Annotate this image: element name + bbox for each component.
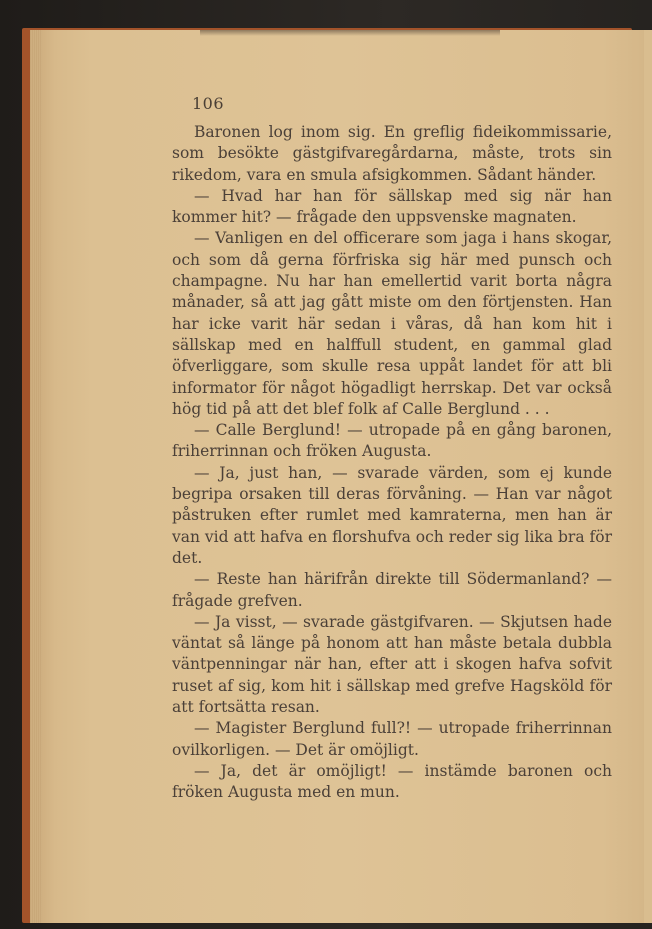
paragraph: — Magister Berglund full?! — utropade friherrinnan ovilkorligen. — Det är omöjligt.: [172, 719, 612, 759]
page-number: 106: [192, 94, 225, 113]
top-edge-stain: [200, 30, 500, 36]
page-edge-stack: [30, 30, 42, 923]
body-text: [172, 122, 612, 804]
paragraph: — Ja, det är omöjligt! — instämde baronen och fröken Augusta med en mun.: [172, 761, 612, 802]
paragraph: — Vanligen en del officerare som jaga i hans skogar, och som då gerna förfriska sig här med punsch och champagne. Nu har han emellertid varit borta några månader, så att jag gått miste om den förtjensten. Han har icke varit här sedan i våras, då han kom hit i sällskap med en halffull student, en gammal glad öfverliggare, som skulle resa uppåt landet för att bli informator för något högadligt herrskap. Det var också hög tid på att det blef folk af Calle Berglund . . .: [172, 229, 612, 418]
paragraph: — Reste han härifrån direkte till Södermanland? — frågade grefven.: [172, 570, 612, 610]
paragraph: — Hvad har han för sällskap med sig när han kommer hit? — frågade den uppsvenske magnaten.: [172, 186, 612, 227]
book-page: [30, 30, 652, 923]
paragraph: — Ja visst, — svarade gästgifvaren. — Skjutsen hade väntat så länge på honom att han måste betala dubbla väntpenningar när han, efter att i skogen hafva sofvit ruset af sig, kom hit i sällskap med grefve Hagsköld för att fortsätta resan.: [172, 612, 612, 717]
paragraph: — Ja, just han, — svarade värden, som ej kunde begripa orsaken till deras förvåning. — Han var något påstruken efter rumlet med kamraterna, men han är van vid att hafva en florshufva och reder sig lika bra för det.: [172, 463, 612, 567]
paragraph: Baronen log inom sig. En greflig fideikommissarie, som besökte gästgifvaregårdarna, måste, trots sin rikedom, vara en smula afsigkommen. Sådant händer.: [172, 123, 612, 184]
paragraph: — Calle Berglund! — utropade på en gång baronen, friherrinnan och fröken Augusta.: [172, 421, 612, 461]
page-right-margin: [644, 30, 652, 923]
